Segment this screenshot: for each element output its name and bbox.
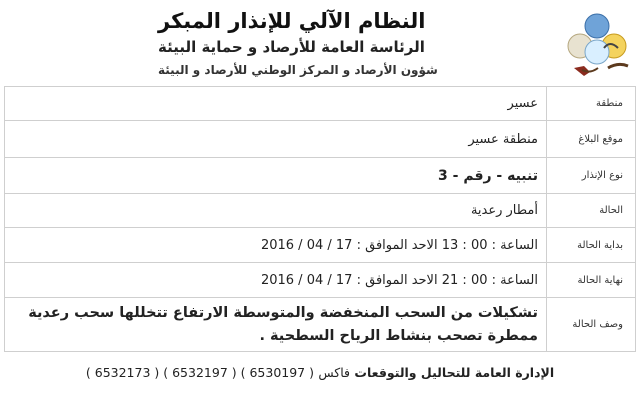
row-label: نوع الإنذار <box>546 158 635 193</box>
header-titles <box>158 8 558 80</box>
weather-logo-icon <box>560 10 634 82</box>
table-row <box>4 297 636 352</box>
alert-type-value: تنبيه - رقم - 3 <box>438 167 538 184</box>
row-value: منطقة عسير <box>468 131 538 147</box>
row-label: الحالة <box>546 194 635 227</box>
description-value: تشكيلات من السحب المنخفضة والمتوسطة الارتفاع تتخللها سحب رعدية ممطرة تصحب بنشاط الرياح السطحية . <box>28 304 538 344</box>
department-label: الإدارة العامة للتحاليل والتوقعات <box>354 365 555 380</box>
authority-name: الرئاسة العامة للأرصاد و حماية البيئة <box>158 38 425 56</box>
department-name: شؤون الأرصاد و المركز الوطني للأرصاد و البيئة <box>158 63 438 77</box>
table-row <box>4 262 636 297</box>
end-time-value: الساعة : 00 : 21 الاحد الموافق : 17 / 04 / 2016 <box>260 272 538 288</box>
fax-label: فاكس <box>318 365 351 380</box>
row-value: أمطار رعدية <box>470 203 538 218</box>
row-value: عسير <box>507 96 538 111</box>
row-label: بداية الحالة <box>546 228 635 262</box>
table-row <box>4 120 636 157</box>
row-label: منطقة <box>546 87 635 120</box>
table-row <box>4 157 636 193</box>
system-title: النظام الآلي للإنذار المبكر <box>158 9 426 33</box>
row-label: وصف الحالة <box>546 298 635 351</box>
alert-table <box>4 86 636 352</box>
table-row <box>4 227 636 262</box>
fax-numbers: ( 6530197 ) ( 6532197 ) ( 6532173 ) <box>85 365 314 380</box>
table-row <box>4 86 636 120</box>
row-label: نهاية الحالة <box>546 263 635 297</box>
start-time-value: الساعة : 00 : 13 الاحد الموافق : 17 / 04 / 2016 <box>260 237 538 253</box>
row-label: موقع البلاغ <box>546 121 635 157</box>
table-row <box>4 193 636 227</box>
report-header <box>0 0 640 84</box>
contact-footer <box>0 365 640 380</box>
